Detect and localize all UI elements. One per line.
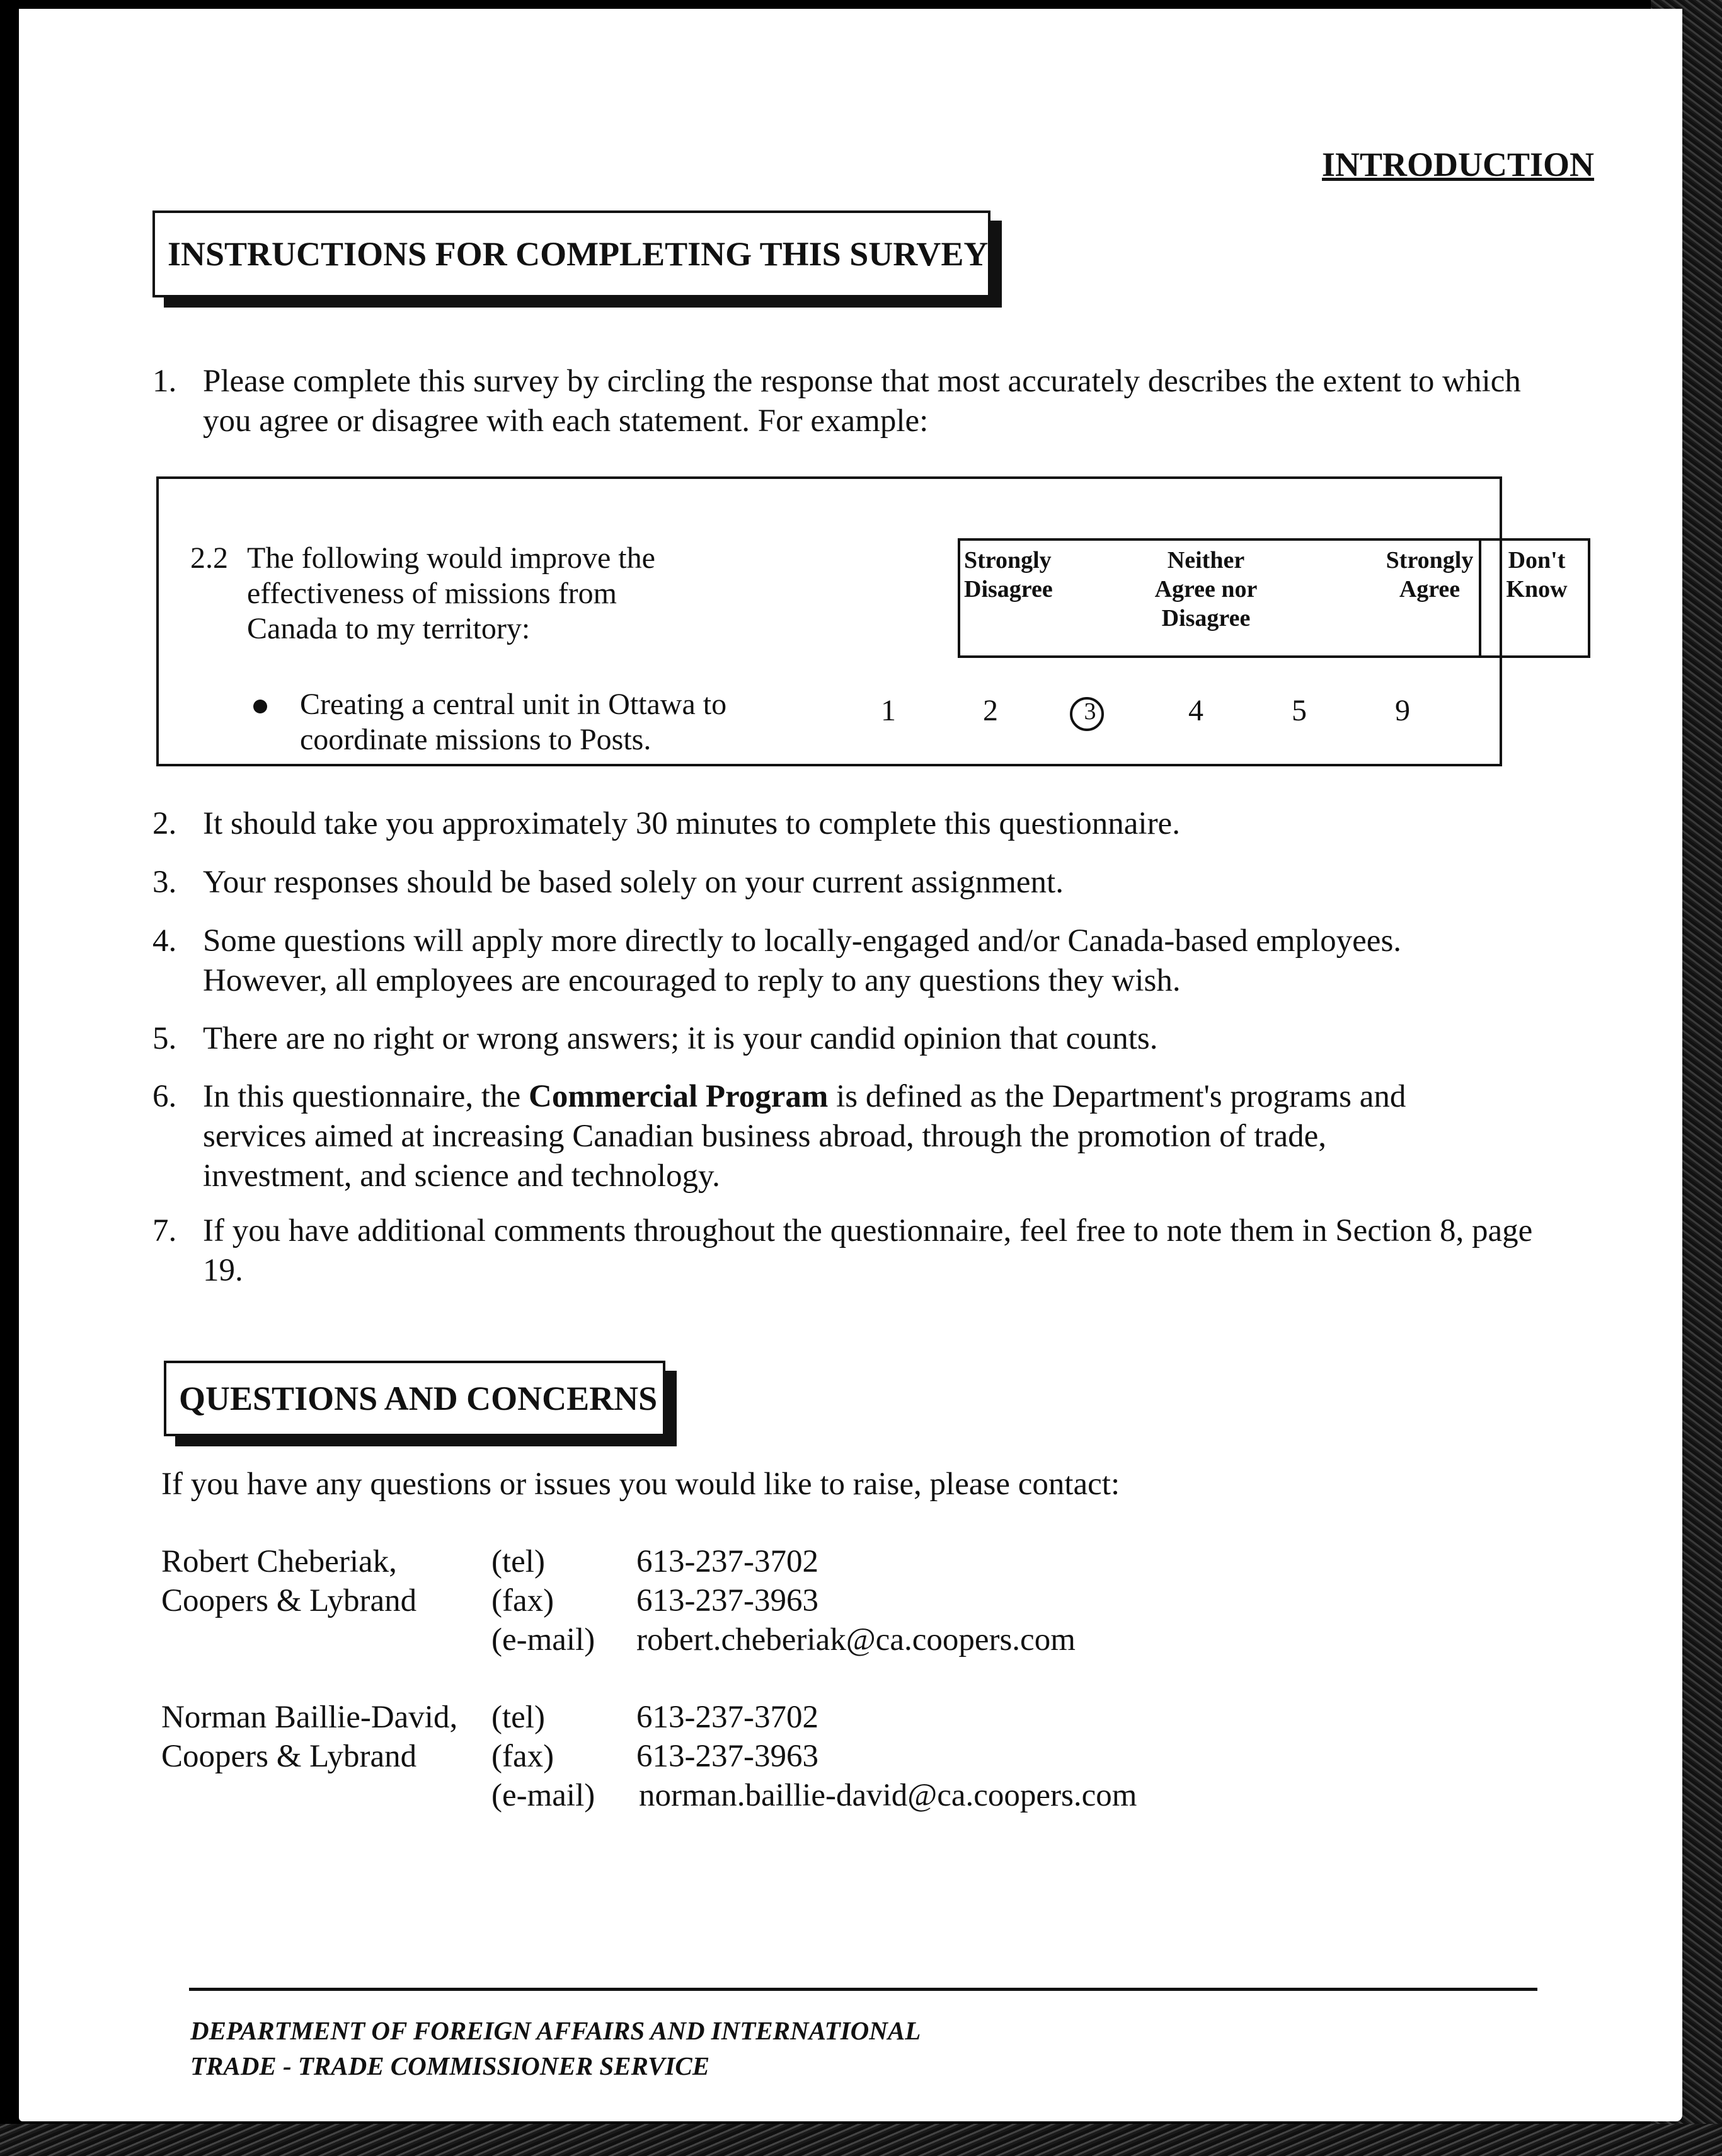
instructions-heading: INSTRUCTIONS FOR COMPLETING THIS SURVEY [152,210,990,297]
item-text: Some questions will apply more directly to locally-engaged and/or Canada-based employees. However, all employees are encouraged to reply to any questions they wish. [203,923,1402,998]
item-number: 1. [152,364,177,399]
response-3-circled[interactable]: 3 [1065,693,1115,728]
item-number: 4. [152,923,177,959]
contact-1-fax: 613-237-3963 [636,1583,818,1618]
contact-1-name: Robert Cheberiak, [161,1544,397,1579]
example-question-line-1: The following would improve the [247,541,655,575]
bullet-icon [253,700,267,713]
contact-2-fax: 613-237-3963 [636,1739,818,1774]
document-page [19,9,1682,2121]
label-neither: Neither Agree nor Disagree [1154,547,1258,631]
contact-1-fax-label: (fax) [491,1583,554,1618]
item-number: 6. [152,1079,177,1114]
example-statement-line-1: Creating a central unit in Ottawa to [300,688,727,721]
footer-line-1: DEPARTMENT OF FOREIGN AFFAIRS AND INTERNATIONAL [190,2016,921,2045]
item-number: 2. [152,806,177,841]
contact-2-company: Coopers & Lybrand [161,1739,417,1774]
contact-2-email-label: (e-mail) [491,1778,595,1813]
item-number: 7. [152,1213,177,1248]
questions-heading: QUESTIONS AND CONCERNS [164,1361,665,1436]
contact-1-tel[interactable]: 613-237-3702 [636,1544,818,1579]
example-statement-line-2: coordinate missions to Posts. [300,723,651,756]
footer-divider [189,1988,1537,1991]
section-tag: INTRODUCTION [1322,146,1595,183]
response-4[interactable]: 4 [1188,694,1203,727]
contact-1-email[interactable]: robert.cheberiak@ca.coopers.com [636,1622,1076,1657]
item-text: Your responses should be based solely on your current assignment. [203,865,1064,900]
contact-2-email[interactable]: norman.baillie-david@ca.coopers.com [639,1778,1137,1813]
contact-1-company: Coopers & Lybrand [161,1583,417,1618]
label-strongly-disagree: Strongly Disagree [964,547,1053,602]
contact-2-tel[interactable]: 613-237-3702 [636,1700,818,1735]
item-text: There are no right or wrong answers; it is your candid opinion that counts. [203,1021,1158,1056]
response-9[interactable]: 9 [1395,694,1410,727]
contact-2-name: Norman Baillie-David, [161,1700,458,1735]
commercial-program-term: Commercial Program [528,1079,829,1114]
item-text: It should take you approximately 30 minutes to complete this questionnaire. [203,806,1180,841]
example-question-line-2: effectiveness of missions from [247,577,617,610]
contact-1-tel-label: (tel) [491,1544,545,1579]
response-2[interactable]: 2 [983,694,998,727]
item-text: In this questionnaire, the Commercial Program is defined as the Department's programs and services aimed at increasing Canadian business abroad, through the promotion of trade, investment, and science and technology. [203,1079,1406,1194]
example-question-box [156,476,1568,766]
footer [190,2013,921,2084]
scale-divider [1479,541,1481,655]
footer-line-2: TRADE - TRADE COMMISSIONER SERVICE [190,2051,710,2080]
response-scale-header [958,538,1590,658]
response-1[interactable]: 1 [881,694,896,727]
item-number: 5. [152,1021,177,1056]
contact-2-tel-label: (tel) [491,1700,545,1735]
label-dont-know: Don't Know [1506,547,1568,602]
response-5[interactable]: 5 [1292,694,1307,727]
label-strongly-agree: Strongly Agree [1386,547,1474,602]
example-question-number: 2.2 [190,541,228,575]
item-number: 3. [152,865,177,900]
item-text: Please complete this survey by circling the response that most accurately describes the extent to which you agree or disagree with each statement. For example: [203,364,1521,439]
questions-intro: If you have any questions or issues you would like to raise, please contact: [161,1467,1120,1502]
item-text: If you have additional comments throughout the questionnaire, feel free to note them in Section 8, page 19. [203,1213,1533,1288]
contact-1-email-label: (e-mail) [491,1622,595,1657]
contact-2-fax-label: (fax) [491,1739,554,1774]
example-question-line-3: Canada to my territory: [247,612,531,645]
scan-edge-bottom [0,2124,1722,2156]
